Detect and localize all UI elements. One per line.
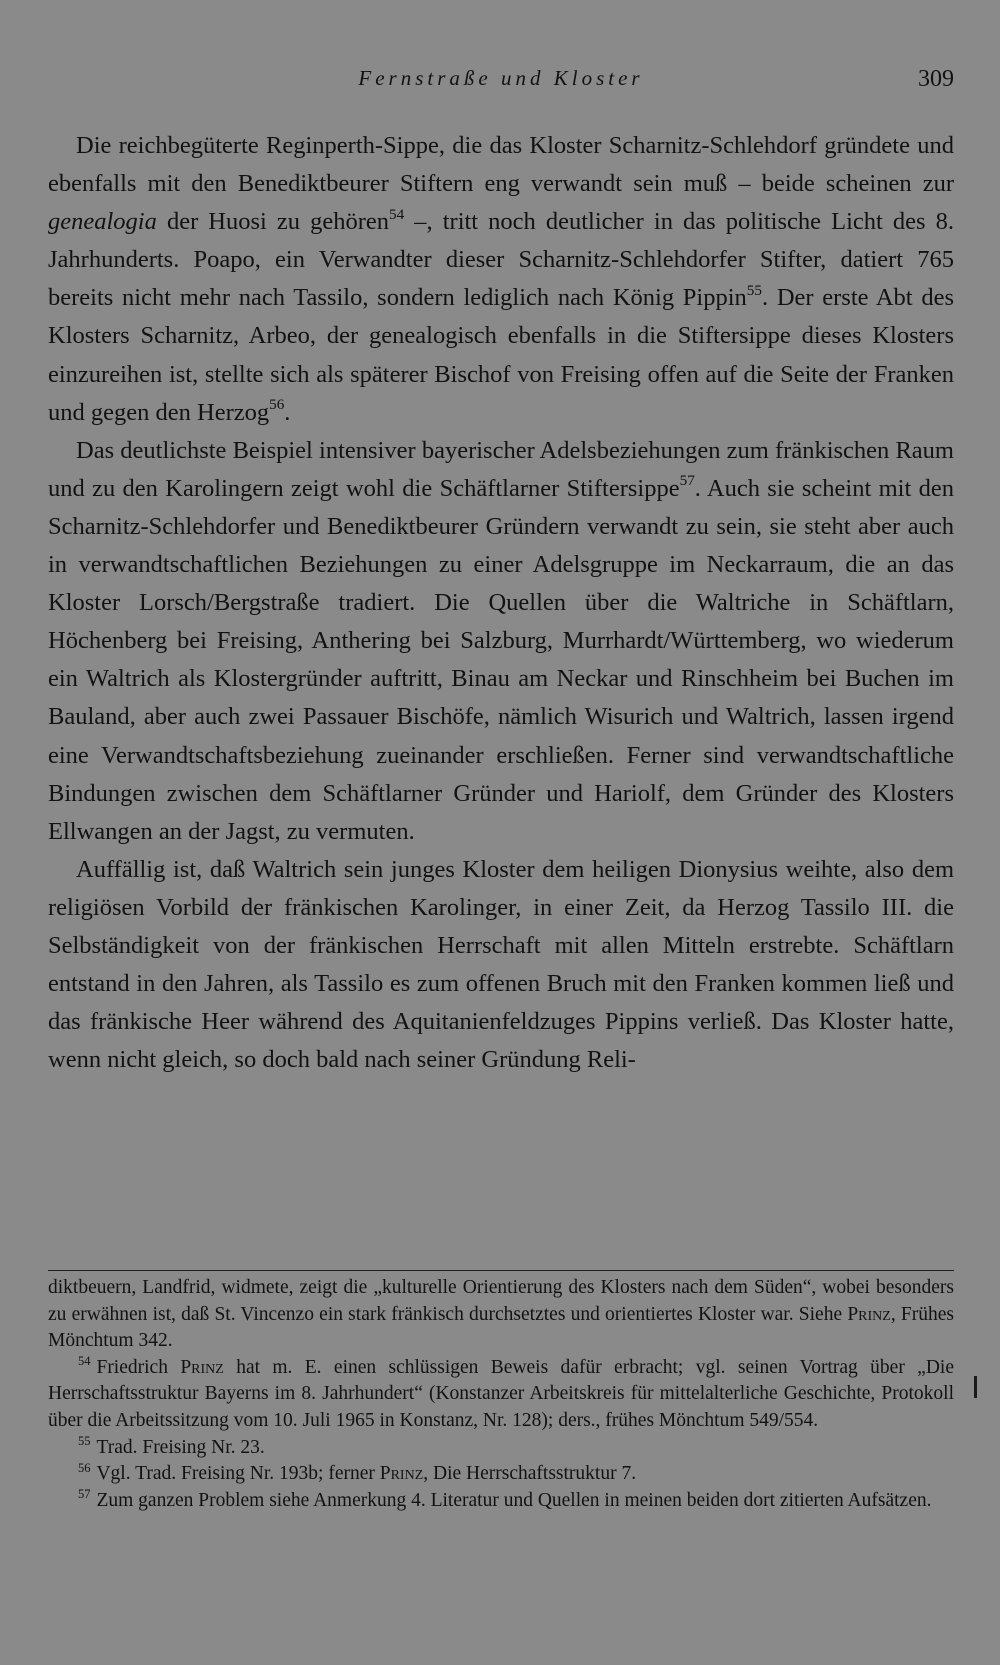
- footnote-56: [48, 1461, 954, 1488]
- footnote-56-text-b: , Die Herrschaftsstruktur 7.: [423, 1463, 637, 1485]
- author-prinz: Prinz: [847, 1303, 891, 1325]
- footnote-54: [48, 1355, 954, 1435]
- footnote-ref-56[interactable]: 56: [269, 395, 285, 413]
- author-prinz: Prinz: [379, 1463, 424, 1485]
- genealogia-term: genealogia: [48, 208, 157, 236]
- page-number: 309: [918, 66, 954, 92]
- footnote-57: [48, 1488, 954, 1515]
- footnote-continuation-text-b: , Frühes Mönchtum 342.: [48, 1303, 954, 1352]
- running-title: Fernstraße und Kloster: [358, 66, 644, 90]
- paragraph-1-text-d: . Der erste Abt des Klosters Scharnitz, Arbeo, der genealogisch ebenfalls in die Stiftersippe dieses Klosters einzureihen ist, stellte sich als späterer Bischof von Freising offen auf die Seite der Franken und gegen den Herzog: [48, 284, 954, 426]
- paragraph-1-text-e: .: [284, 398, 291, 426]
- paragraph-1-text-a: Die reichbegüterte Reginperth-Sippe, die das Kloster Scharnitz-Schlehdorf gründete und ebenfalls mit den Benediktbeurer Stiftern eng verwandt sein muß – beide scheinen zur: [48, 132, 954, 198]
- footnote-ref-54[interactable]: 54: [389, 205, 405, 223]
- paragraph-1: [48, 127, 954, 432]
- footnote-56-text-a: Vgl. Trad. Freising Nr. 193b; ferner: [96, 1463, 380, 1485]
- footnote-continuation-text-a: diktbeuern, Landfrid, widmete, zeigt die „kulturelle Orientierung des Klosters nach dem Süden“, wobei besonders zu erwähnen ist, daß St. Vincenzo ein stark fränkisch durchsetztes und orientiertes Kloster war. Siehe: [48, 1277, 954, 1325]
- body-text: [48, 127, 954, 1079]
- footnote-number-56: 56: [78, 1460, 91, 1475]
- paragraph-2-text-b: . Auch sie scheint mit den Scharnitz-Schlehdorfer und Benediktbeurer Gründern verwandt zu sein, sie steht aber auch in verwandtschaftlichen Beziehungen zu einer Adelsgruppe im Neckarraum, die an das Kloster Lorsch/Bergstraße tradiert. Die Quellen über die Waltriche in Schäftlarn, Höchenberg bei Freising, Anthering bei Salzburg, Murrhardt/Württemberg, wo wiederum ein Waltrich als Klostergründer auftritt, Binau am Neckar und Rinschheim bei Buchen im Bauland, aber auch zwei Passauer Bischöfe, nämlich Wisurich und Waltrich, lassen irgend eine Verwandtschaftsbeziehung zueinander erschließen. Ferner sind verwandtschaftliche Bindungen zwischen dem Schäftlarner Gründer und Hariolf, dem Gründer des Klosters Ellwangen an der Jagst, zu vermuten.: [48, 474, 954, 845]
- paragraph-2-text-a: Das deutlichste Beispiel intensiver bayerischer Adelsbeziehungen zum fränkischen Raum und zu den Karolingern zeigt wohl die Schäftlarner Stiftersippe: [48, 436, 954, 502]
- footnote-ref-55[interactable]: 55: [746, 281, 762, 299]
- paragraph-1-text-c: –, tritt noch deutlicher in das politische Licht des 8. Jahrhunderts. Poapo, ein Verwandter dieser Scharnitz-Schlehdorfer Stifter, datiert 765 bereits nicht mehr nach Tassilo, sondern lediglich nach König Pippin: [48, 208, 954, 312]
- paragraph-2: [48, 432, 954, 851]
- footnote-55-text: Trad. Freising Nr. 23.: [96, 1436, 265, 1458]
- footnote-ref-57[interactable]: 57: [679, 472, 695, 490]
- footnotes: [48, 1275, 954, 1514]
- footnote-number-55: 55: [78, 1434, 91, 1449]
- footnote-number-57: 57: [78, 1487, 91, 1502]
- paragraph-1-text-b: der Huosi zu gehören: [156, 208, 390, 236]
- footnote-54-text-b: hat m. E. einen schlüssigen Beweis dafür erbracht; vgl. seinen Vortrag über „Die Herrschaftsstruktur Bayerns im 8. Jahrhundert“ (Konstanzer Arbeitskreis für mittelalterliche Geschichte, Protokoll über die Arbeitssitzung vom 10. Juli 1965 in Konstanz, Nr. 128); ders., frühes Mönchtum 549/554.: [48, 1356, 954, 1431]
- author-prinz: Prinz: [180, 1356, 224, 1378]
- footnote-continuation: [48, 1275, 954, 1355]
- footnote-57-text: Zum ganzen Problem siehe Anmerkung 4. Literatur und Quellen in meinen beiden dort zitierten Aufsätzen.: [96, 1489, 932, 1511]
- footnote-rule: [48, 1270, 954, 1271]
- footnote-54-text-a: Friedrich: [96, 1356, 181, 1378]
- margin-mark: [974, 1376, 977, 1398]
- paragraph-3: Auffällig ist, daß Waltrich sein junges Kloster dem heiligen Dionysius weihte, also dem religiösen Vorbild der fränkischen Karolinger, in einer Zeit, da Herzog Tassilo III. die Selbständigkeit von der fränkischen Herrschaft mit allen Mitteln erstrebte. Schäftlarn entstand in den Jahren, als Tassilo es zum offenen Bruch mit den Franken kommen ließ und das fränkische Heer während des Aquitanienfeldzuges Pippins verließ. Das Kloster hatte, wenn nicht gleich, so doch bald nach seiner Gründung Reli-: [48, 855, 954, 1074]
- footnote-55: [48, 1435, 954, 1462]
- running-head: [48, 66, 954, 100]
- footnote-number-54: 54: [78, 1354, 91, 1369]
